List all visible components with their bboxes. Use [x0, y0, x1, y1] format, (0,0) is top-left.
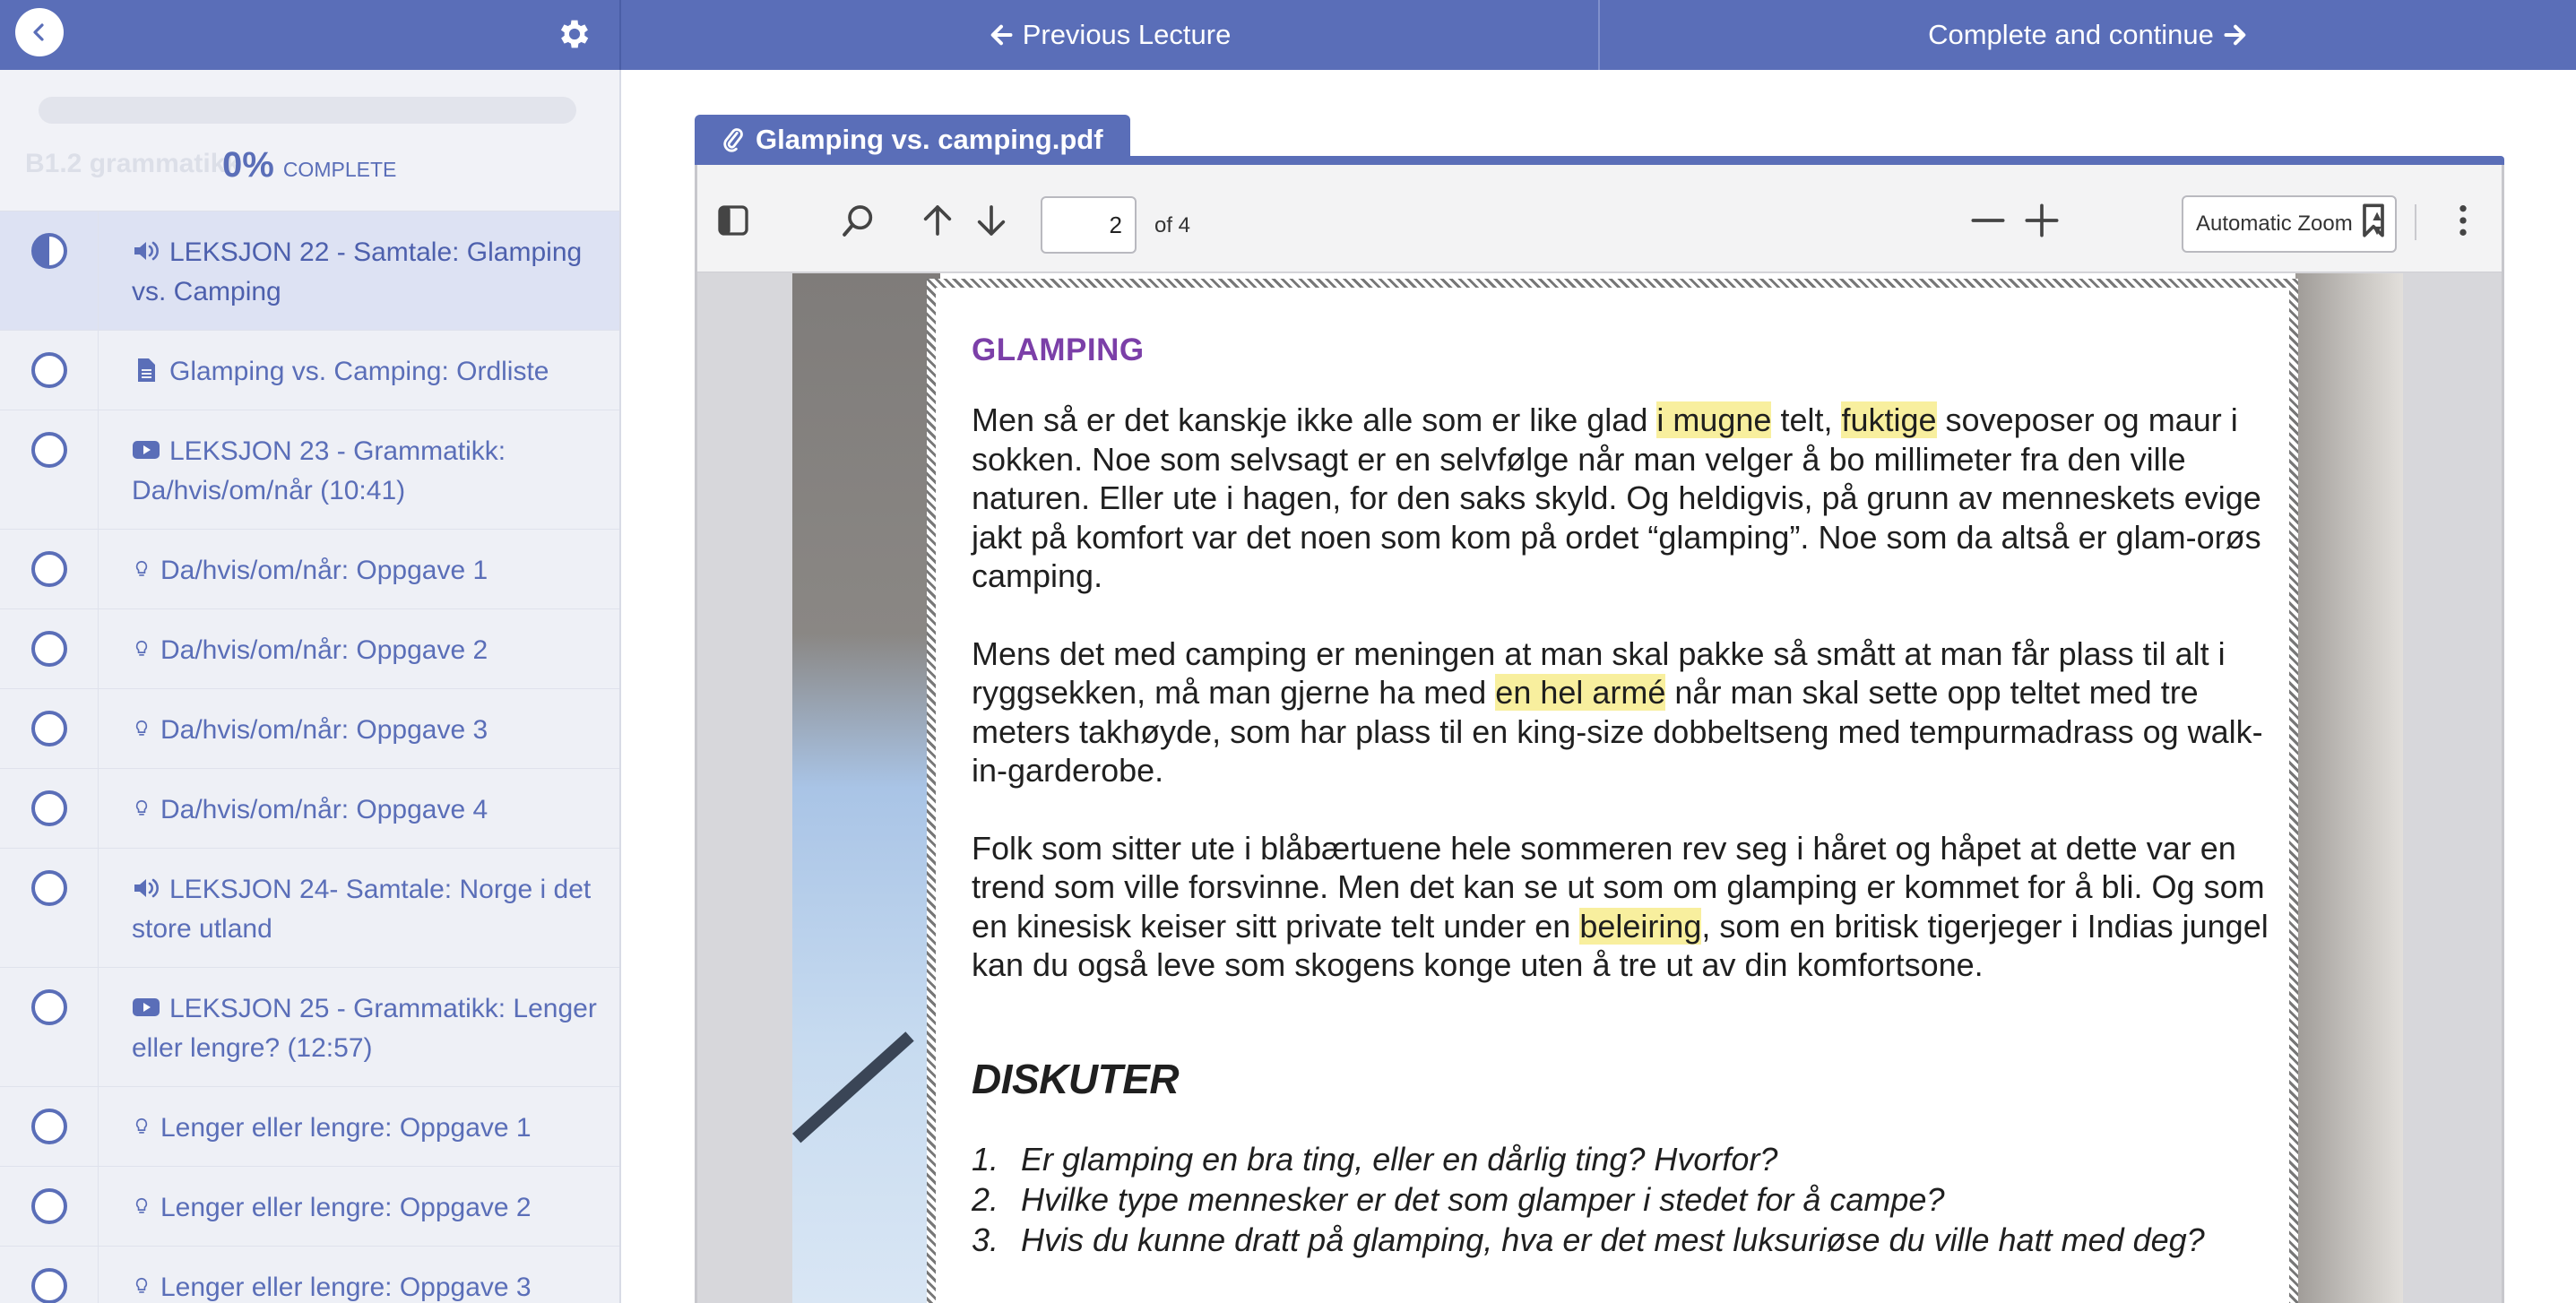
- progress-text: [222, 145, 396, 186]
- lesson-title: [99, 689, 619, 768]
- lesson-item[interactable]: [0, 1247, 619, 1303]
- empty-circle-icon: [31, 870, 67, 906]
- paragraph-2: Mens det med camping er meningen at man skal pakke så smått at man får plass til alt i ryggsekken, må man gjerne ha med en hel armé når man skal sette opp teltet med tre meters takhøyde, som har plass til en king-size dobbeltseng med tempurmadrass og walk-in-garderobe.: [972, 634, 2263, 789]
- paperclip-icon: [722, 126, 745, 153]
- highlight-en-hel-arme: en hel armé: [1495, 674, 1666, 711]
- chevron-left-icon: [30, 22, 49, 42]
- lecture-content: [623, 70, 2576, 1303]
- lesson-list: [0, 211, 619, 1303]
- discuss-heading: DISKUTER: [972, 1055, 1180, 1102]
- lightbulb-icon: [132, 795, 151, 822]
- lesson-label: Da/hvis/om/når: Oppgave 4: [160, 795, 488, 824]
- empty-circle-icon: [31, 1188, 67, 1224]
- question-item: [972, 1220, 2271, 1260]
- lesson-title: [99, 211, 619, 330]
- progress-label: COMPLETE: [282, 158, 397, 181]
- lightbulb-icon: [132, 1193, 151, 1220]
- empty-circle-icon: [31, 711, 67, 746]
- highlight-fuktige: fuktige: [1841, 401, 1937, 438]
- progress-percent: 0%: [222, 145, 274, 185]
- empty-circle-icon: [31, 352, 67, 388]
- lesson-status: [0, 849, 99, 967]
- select-arrows-icon: ▲ ▼: [2370, 209, 2384, 238]
- empty-circle-icon: [31, 989, 67, 1025]
- lesson-status: [0, 211, 99, 330]
- complete-and-continue-label: Complete and continue: [1928, 19, 2214, 50]
- lesson-status: [0, 410, 99, 529]
- course-sidebar: [0, 70, 621, 1303]
- lesson-status: [0, 609, 99, 688]
- page-number-input[interactable]: [1041, 196, 1137, 254]
- lesson-label: Da/hvis/om/når: Oppgave 1: [160, 556, 488, 585]
- bookmark-icon[interactable]: [2356, 203, 2391, 238]
- back-button[interactable]: [15, 8, 64, 56]
- lesson-item[interactable]: [0, 769, 619, 849]
- lesson-title: [99, 769, 619, 848]
- next-page-icon[interactable]: [973, 203, 1009, 238]
- lesson-status: [0, 1247, 99, 1303]
- lesson-label: Lenger eller lengre: Oppgave 2: [160, 1193, 532, 1222]
- question-number: 2.: [972, 1180, 999, 1218]
- pdf-viewer: [695, 165, 2504, 1303]
- video-icon: [132, 994, 160, 1021]
- paragraph-3: Folk som sitter ute i blåbærtuene hele sommeren rev seg i håret og håpet at dette var en trend som ville forsvinne. Men det kan se ut som om glamping er kommet for å bli. Og som en kinesisk keiser sitt private telt under en beleiring, som en britisk tigerjeger i Indias jungel kan du også leve som skogens konge uten å tre ut av din komfortsone.: [972, 829, 2269, 983]
- complete-and-continue-button[interactable]: [1600, 0, 2576, 70]
- lesson-item[interactable]: [0, 968, 619, 1087]
- lightbulb-icon: [132, 1273, 151, 1299]
- sidebar-header: [0, 0, 621, 70]
- lesson-title: [99, 1247, 619, 1303]
- highlight-beleiring: beleiring: [1579, 907, 1702, 945]
- lesson-item[interactable]: [0, 689, 619, 769]
- zoom-value: Automatic Zoom: [2196, 211, 2353, 236]
- lesson-item[interactable]: [0, 211, 619, 331]
- empty-circle-icon: [31, 1109, 67, 1144]
- question-text: Er glamping en bra ting, eller en dårlig ting? Hvorfor?: [1021, 1140, 1778, 1178]
- document-icon: [132, 357, 160, 384]
- background-photo-left: [792, 273, 940, 1303]
- progress-bar: [39, 97, 576, 124]
- lesson-status: [0, 331, 99, 410]
- question-number: 1.: [972, 1140, 999, 1178]
- sidebar-toggle-icon[interactable]: [715, 203, 751, 238]
- lesson-title: [99, 410, 619, 529]
- empty-circle-icon: [31, 1268, 67, 1303]
- lesson-label: LEKSJON 22 - Samtale: Glamping vs. Camping: [132, 237, 583, 306]
- lecture-navigation: [621, 0, 2576, 70]
- attachment-filename: Glamping vs. camping.pdf: [756, 124, 1103, 155]
- empty-circle-icon: [31, 790, 67, 826]
- lesson-title: [99, 1167, 619, 1246]
- empty-circle-icon: [31, 432, 67, 468]
- lesson-item[interactable]: [0, 609, 619, 689]
- lesson-label: LEKSJON 23 - Grammatikk: Da/hvis/om/når (10:41): [132, 436, 506, 505]
- audio-icon: [132, 875, 160, 902]
- lesson-status: [0, 689, 99, 768]
- lightbulb-icon: [132, 1113, 151, 1140]
- course-progress: [0, 70, 619, 211]
- page-count: of 4: [1154, 213, 1191, 237]
- lesson-label: Da/hvis/om/når: Oppgave 3: [160, 715, 488, 745]
- lesson-label: Lenger eller lengre: Oppgave 1: [160, 1113, 532, 1143]
- arrow-left-icon: [989, 22, 1014, 47]
- top-bar: [0, 0, 2576, 70]
- document-text: [972, 332, 2271, 1260]
- more-options-icon[interactable]: [2445, 203, 2481, 238]
- previous-lecture-label: Previous Lecture: [1022, 19, 1232, 50]
- lesson-item[interactable]: [0, 410, 619, 530]
- lesson-item[interactable]: [0, 1087, 619, 1167]
- lightbulb-icon: [132, 715, 151, 742]
- zoom-in-icon[interactable]: [2024, 203, 2060, 238]
- question-text: Hvis du kunne dratt på glamping, hva er det mest luksuriøse du ville hatt med deg?: [1021, 1221, 2205, 1258]
- lightbulb-icon: [132, 635, 151, 662]
- toolbar-separator: [2415, 204, 2416, 240]
- lesson-status: [0, 1167, 99, 1246]
- lesson-status: [0, 968, 99, 1086]
- question-list: [972, 1139, 2271, 1260]
- zoom-out-icon[interactable]: [1970, 203, 2006, 238]
- pdf-toolbar: [697, 165, 2502, 272]
- lesson-item[interactable]: [0, 1167, 619, 1247]
- lesson-item[interactable]: [0, 331, 619, 410]
- lesson-label: Glamping vs. Camping: Ordliste: [169, 357, 549, 386]
- lesson-title: [99, 331, 619, 410]
- empty-circle-icon: [31, 551, 67, 587]
- gear-icon[interactable]: [556, 15, 593, 53]
- lesson-title: [99, 530, 619, 608]
- lesson-title: [99, 609, 619, 688]
- question-item: [972, 1139, 2271, 1179]
- question-text: Hvilke type mennesker er det som glamper i stedet for å campe?: [1021, 1180, 1945, 1218]
- half-circle-icon: [31, 233, 67, 269]
- lesson-label: LEKSJON 24- Samtale: Norge i det store utland: [132, 875, 592, 944]
- document-heading: GLAMPING: [972, 332, 1145, 367]
- background-photo-right: [2295, 273, 2403, 1303]
- question-number: 3.: [972, 1221, 999, 1258]
- audio-icon: [132, 237, 160, 264]
- arrow-right-icon: [2223, 22, 2248, 47]
- video-icon: [132, 436, 160, 463]
- lesson-status: [0, 1087, 99, 1166]
- text-card: [927, 279, 2298, 1303]
- pdf-page: [792, 273, 2403, 1303]
- paragraph-1: Men så er det kanskje ikke alle som er like glad i mugne telt, fuktige soveposer og maur i sokken. Noe som selvsagt er en selvfølge når man velger å bo millimeter fra den ville naturen. Eller ute i hagen, for den saks skyld. Og heldigvis, på grunn av menneskets evige jakt på komfort var det noen som kom på ordet “glamping”. Noe som da altså er glam-orøs camping.: [972, 401, 2261, 594]
- lesson-title: [99, 968, 619, 1086]
- empty-circle-icon: [31, 631, 67, 667]
- lesson-label: LEKSJON 25 - Grammatikk: Lenger eller lengre? (12:57): [132, 994, 597, 1063]
- lesson-status: [0, 769, 99, 848]
- lesson-title: [99, 1087, 619, 1166]
- lesson-status: [0, 530, 99, 608]
- previous-lecture-button[interactable]: [621, 0, 1600, 70]
- highlight-i-mugne: i mugne: [1656, 401, 1772, 438]
- course-title: B1.2 grammatikk: [25, 149, 241, 178]
- lesson-item[interactable]: [0, 849, 619, 968]
- previous-page-icon[interactable]: [920, 203, 955, 238]
- search-icon[interactable]: [841, 203, 877, 238]
- lesson-label: Lenger eller lengre: Oppgave 3: [160, 1273, 532, 1302]
- lesson-item[interactable]: [0, 530, 619, 609]
- lesson-title: [99, 849, 619, 967]
- lesson-label: Da/hvis/om/når: Oppgave 2: [160, 635, 488, 665]
- pdf-page-area[interactable]: [697, 273, 2502, 1303]
- lightbulb-icon: [132, 556, 151, 582]
- question-item: [972, 1179, 2271, 1220]
